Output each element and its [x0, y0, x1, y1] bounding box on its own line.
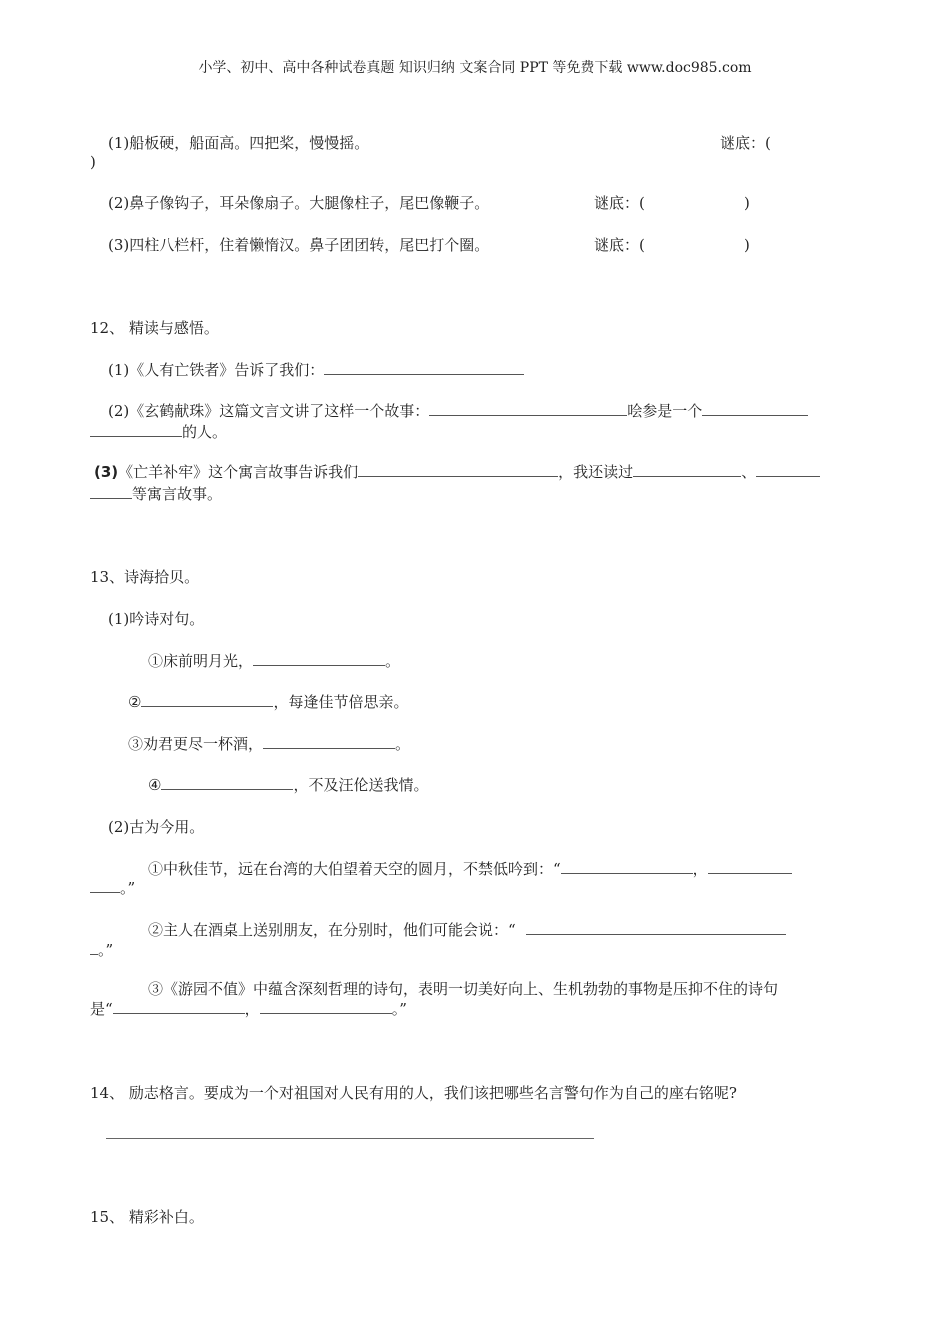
q13-poem3-blank[interactable] — [263, 734, 395, 749]
riddle-2-close: ) — [744, 194, 750, 212]
q13-poem4-text: ，不及汪伦送我情。 — [293, 776, 429, 794]
q12-line2-text-c: 的人。 — [182, 423, 228, 441]
q13-poem4-num: ④ — [148, 776, 162, 794]
riddle-3-close: ) — [744, 236, 750, 254]
q13-use1-blank-2-cont[interactable] — [90, 878, 120, 893]
q13-sub-1: (1)吟诗对句。 — [108, 610, 205, 628]
q13-use3-blank-2[interactable] — [260, 999, 392, 1014]
riddle-1-close: ) — [90, 153, 96, 171]
q13-sub-2: (2)古为今用。 — [108, 818, 205, 836]
q12-line3-text-a: 《亡羊补牢》这个寓言故事告诉我们 — [118, 463, 359, 481]
riddle-2-label: 谜底：( — [594, 194, 645, 212]
q13-use3-open: 是“ — [90, 1000, 113, 1018]
q12-title: 12、 精读与感悟。 — [90, 319, 219, 337]
q12-line3-text-c: 、 — [741, 463, 757, 481]
q12-line2-text-a: (2)《玄鹤献珠》这篇文言文讲了这样一个故事： — [108, 402, 430, 420]
q12-line3-text-d: 等寓言故事。 — [132, 485, 223, 503]
page-header: 小学、初中、高中各种试卷真题 知识归纳 文案合同 PPT 等免费下载 www.doc985.com — [198, 60, 752, 76]
q13-poem3-text: ③劝君更尽一杯酒， — [128, 735, 264, 753]
q12-line2-text-b: 哙参是一个 — [627, 402, 703, 420]
q13-use1-blank-1[interactable] — [561, 859, 693, 874]
q13-poem4-blank[interactable] — [161, 775, 293, 790]
q13-use1-blank-2[interactable] — [708, 859, 792, 874]
q13-poem2-blank[interactable] — [141, 692, 273, 707]
q13-use1-text: ①中秋佳节，远在台湾的大伯望着天空的圆月，不禁低吟到：“ — [148, 860, 561, 878]
q12-line3-blank-3[interactable] — [756, 462, 820, 477]
riddle-3-label: 谜底：( — [594, 236, 645, 254]
q13-use1-end: 。” — [120, 879, 136, 897]
q13-use2-blank-cont[interactable] — [90, 940, 98, 955]
q13-use3-blank-1[interactable] — [113, 999, 245, 1014]
q12-line2-blank-2[interactable] — [702, 401, 808, 416]
riddle-1-label: 谜底：( — [720, 134, 771, 152]
q13-poem1-blank[interactable] — [253, 651, 385, 666]
q13-poem2-num: ② — [128, 693, 142, 711]
riddle-1-text: (1)船板硬，船面高。四把桨，慢慢摇。 — [108, 134, 370, 152]
q12-line3-num: (3) — [94, 463, 119, 481]
q14-title: 14、 励志格言。要成为一个对祖国对人民有用的人，我们该把哪些名言警句作为自己的座右铭呢? — [90, 1084, 737, 1102]
q13-use3-text: ③《游园不值》中蕴含深刻哲理的诗句，表明一切美好向上、生机勃勃的事物是压抑不住的诗句 — [148, 980, 779, 998]
riddle-2-text: (2)鼻子像钩子，耳朵像扇子。大腿像柱子，尾巴像鞭子。 — [108, 194, 490, 212]
q12-line2-blank-1[interactable] — [429, 401, 627, 416]
q12-line3-blank-1[interactable] — [358, 462, 558, 477]
q12-line3-blank-3-cont[interactable] — [90, 484, 132, 499]
q13-poem1-text: ①床前明月光， — [148, 652, 254, 670]
q14-answer-line[interactable] — [106, 1138, 594, 1139]
riddle-3-text: (3)四柱八栏杆，住着懒惰汉。鼻子团团转，尾巴打个圈。 — [108, 236, 490, 254]
q13-poem3-end: 。 — [395, 735, 411, 753]
q13-use3-comma: ， — [244, 1000, 260, 1018]
q12-line1-blank[interactable] — [324, 360, 524, 375]
q15-title: 15、 精彩补白。 — [90, 1208, 204, 1226]
q13-use3-end: 。” — [391, 1000, 407, 1018]
q12-line3-blank-2[interactable] — [633, 462, 741, 477]
q12-line1-text: (1)《人有亡铁者》告诉了我们： — [108, 361, 325, 379]
q13-use2-blank[interactable] — [526, 920, 786, 935]
q12-line3-text-b: ，我还读过 — [558, 463, 634, 481]
q13-poem2-text: ，每逢佳节倍思亲。 — [273, 693, 409, 711]
q12-line2-blank-2-cont[interactable] — [90, 422, 182, 437]
q13-poem1-end: 。 — [385, 652, 401, 670]
q13-title: 13、诗海拾贝。 — [90, 568, 200, 586]
q13-use1-comma: ， — [692, 860, 708, 878]
q13-use2-text: ②主人在酒桌上送别朋友，在分别时，他们可能会说：“ — [148, 921, 516, 939]
q13-use2-end: 。” — [98, 941, 114, 959]
